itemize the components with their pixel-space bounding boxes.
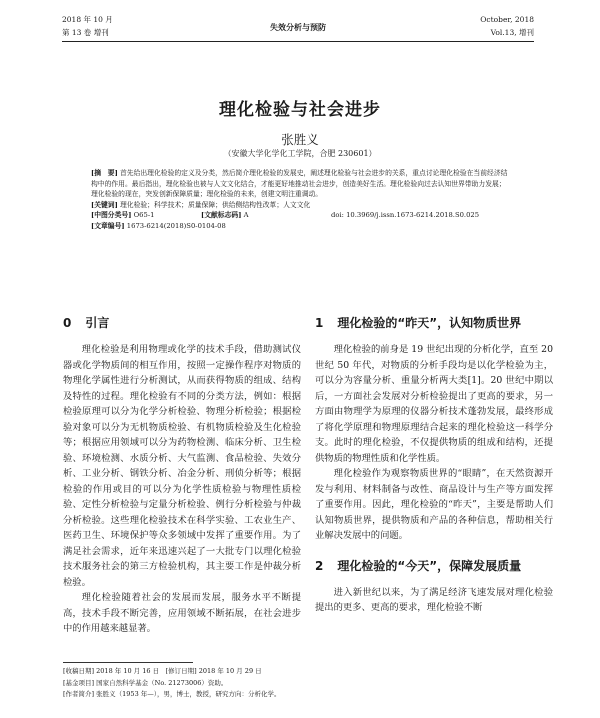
keywords-text: 理化检验；科学技术；质量保障；供给侧结构性改革；人文文化 [120, 200, 311, 209]
keywords-row [91, 200, 512, 211]
abstract-label: [摘 要] [91, 169, 118, 177]
left-column [63, 315, 301, 637]
section-0-paragraph-2: 理化检验随着社会的发展而发展，服务水平不断提高，技术手段不断完善，应用领域不断拓展，在社会进步中的作用越来越显著。 [63, 592, 301, 634]
section-2-title: 理化检验的“今天”，保障发展质量 [337, 558, 522, 573]
footnotes [63, 662, 301, 701]
section-2-paragraph-1: 进入新世纪以来，为了满足经济飞速发展对理化检验提出的更多、更高的要求，理化检验不断 [315, 586, 553, 613]
doc-code-value: A [243, 211, 249, 219]
classification-row [91, 210, 512, 221]
author-bio-label: [作者简介] [63, 690, 95, 698]
footnote-author [63, 689, 301, 701]
footnote-rule [63, 662, 193, 663]
section-0-heading [63, 315, 301, 332]
header-volume-en: Vol.13, 增刊 [490, 28, 534, 37]
doi-label: doi: [331, 211, 344, 219]
page-header [62, 14, 534, 44]
doc-code-label: [文献标志码] [201, 211, 242, 219]
abstract-block [91, 168, 512, 231]
section-1-title: 理化检验的“昨天”，认知物质世界 [337, 316, 522, 330]
abstract-text: 首先给出理化检验的定义及分类，然后简介理化检验的发展史，阐述理化检验与社会进步的关系，重点讨论理化检验在当前经济结构中的作用。最后指出，理化检验也被与人文文化结合，才能更好地推动社会进步，创造美好生活。理化检验向过去认知世界带助力发展；理化检验的现在，突发创新保障质量；理化检验的未来，创建文明注重调动。 [91, 169, 508, 198]
doi-value: 10.3969/j.issn.1673-6214.2018.S0.025 [346, 211, 480, 219]
header-date-en: October, 2018 [480, 15, 534, 24]
section-1-number: 1 [315, 316, 324, 330]
section-2-heading [315, 558, 553, 575]
author-bio-text: 张胜义（1953 年—），男，博士，教授，研究方向：分析化学。 [96, 690, 281, 698]
section-1-heading [315, 315, 553, 332]
section-2-number: 2 [315, 558, 324, 573]
header-date: 2018 年 10 月 [62, 15, 113, 24]
paper-affiliation: （安徽大学化学化工学院，合肥 230601） [223, 149, 377, 158]
received-label: [收稿日期] [63, 667, 95, 675]
article-number-row [91, 221, 512, 232]
revised-date: 2018 年 10 月 29 日 [198, 667, 262, 675]
fund-text: 国家自然科学基金（No. 21273006）资助。 [96, 678, 228, 687]
clc-label: [中图分类号] [91, 211, 132, 219]
section-0-paragraph-1: 理化检验是利用物理或化学的技术手段，借助测试仪器或化学物质间的相互作用，按照一定操作程序对物质的物理化学属性进行分析测试，从而获得物质的组成、结构及特性的过程。理化检验有不同的分类方法，例如：根据检验原理可以分为化学分析检验、物理分析检验；根据检验对象可以分为无机物质检验、有机物质检验及生化检验等；根据应用领域可以分为药物检测、临床分析、卫生检验、环境检测、水质分析、大气监测、食品检验、失效分析、工业分析、钢铁分析、冶金分析、刑侦分析等；根据检验的作用或目的可以分为化学性质检验与物理性质检验、定性分析检验与定量分析检验、例行分析检验与仲裁分析检验。这些理化检验技术在科学实验、工农业生产、医药卫生、环境保护等众多领域中发挥了重要作用。为了满足社会需求，近年来迅速兴起了一大批专门以理化检验技术服务社会的第三方检验机构，其主要工作是仲裁分析检验。 [63, 344, 301, 588]
article-number-label: [文章编号] [91, 221, 125, 230]
paper-author: 张胜义 [281, 132, 319, 147]
header-rule [62, 41, 534, 42]
section-1-paragraph-1: 理化检验的前身是 19 世纪出现的分析化学，直至 20 世纪 50 年代，对物质的分析手段均是以化学检验为主，可以分为容量分析、重量分析两大类[1]。20 世纪中期以后，一方面社会发展对分析检验提出了更高的要求，另一方面由物理学为原理的仪器分析技术蓬勃发展，最终形成了将化学原理和物理原理结合起来的理化检验这一科学分支。此时的理化检验，不仅提供物质的组成和结构，还提供物质的物理性质和化学性质。 [315, 344, 553, 464]
right-column [315, 315, 553, 616]
header-journal: 失效分析与预防 [270, 22, 326, 32]
received-date: 2018 年 10 月 16 日 [96, 667, 160, 675]
fund-label: [基金项目] [63, 678, 95, 687]
section-1-paragraph-2: 理化检验作为观察物质世界的“眼睛”，在天然资源开发与利用、材料制备与改性、商品设计与生产等方面发挥了重要作用。因此，理化检验的“昨天”，主要是帮助人们认知物质世界，提供物质和产品的各种信息，帮助相关行业解决发展中的问题。 [315, 468, 553, 541]
revised-label: [修订日期] [165, 667, 197, 675]
footnote-dates [63, 666, 301, 678]
keywords-label: [关键词] [91, 200, 118, 209]
paper-title: 理化检验与社会进步 [219, 100, 381, 120]
article-number-value: 1673-6214(2018)S0-0104-08 [126, 221, 226, 230]
header-volume: 第 13 卷 增刊 [62, 28, 109, 37]
section-0-title: 引言 [85, 316, 110, 330]
abstract-paragraph [91, 168, 512, 200]
clc-value: O65-1 [133, 211, 155, 219]
section-0-number: 0 [63, 316, 72, 330]
footnote-fund [63, 678, 301, 690]
